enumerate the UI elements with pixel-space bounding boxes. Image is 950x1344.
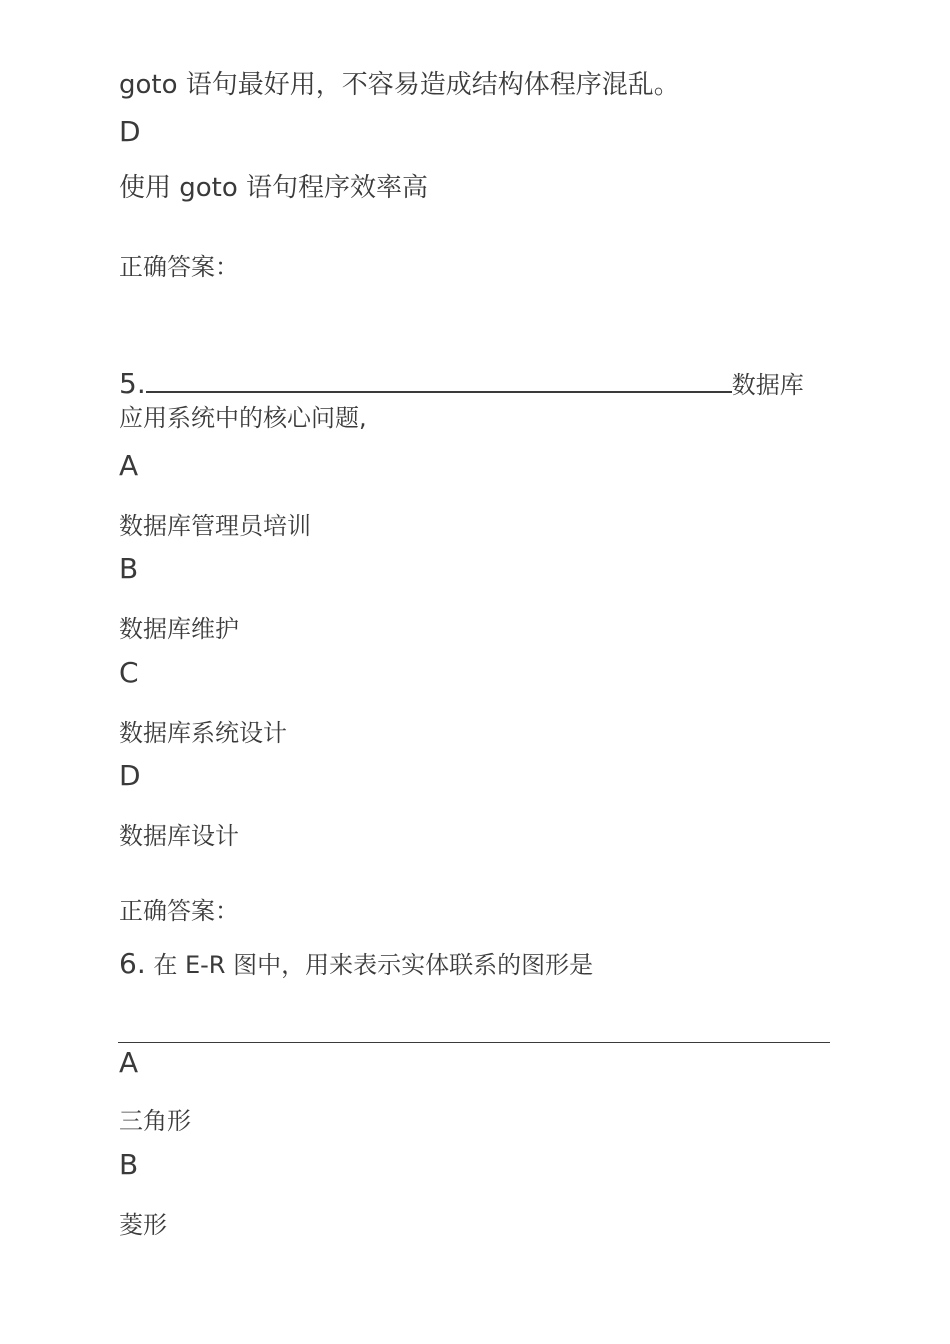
q5-option-d-text: 数据库设计 (119, 822, 239, 850)
q5-stem-line2: 应用系统中的核心问题, (119, 404, 367, 432)
q4-option-d-text: 使用 goto 语句程序效率高 (119, 173, 429, 203)
q4-answer-label: 正确答案： (119, 253, 239, 281)
q5-option-d-letter: D (119, 759, 141, 792)
q6-stem: 在 E-R 图中，用来表示实体联系的图形是 (153, 951, 594, 979)
q5-option-a-text: 数据库管理员培训 (119, 512, 311, 540)
q5-answer-label: 正确答案： (119, 897, 239, 925)
q4-option-c-text: goto 语句最好用，不容易造成结构体程序混乱。 (119, 70, 680, 100)
q5-option-c-letter: C (119, 656, 139, 689)
q6-option-b-letter: B (119, 1148, 139, 1181)
q6-stem-line (119, 947, 594, 980)
q5-option-c-text: 数据库系统设计 (119, 719, 287, 747)
q5-option-b-text: 数据库维护 (119, 615, 239, 643)
q6-option-b-text: 菱形 (119, 1211, 167, 1239)
q5-option-b-letter: B (119, 552, 139, 585)
q6-option-a-letter: A (119, 1046, 139, 1079)
q6-number: 6. (119, 947, 146, 980)
q5-stem-line1 (119, 367, 804, 400)
q5-number: 5. (119, 367, 146, 400)
q6-option-a-text: 三角形 (119, 1107, 191, 1135)
q5-stem-after-blank: 数据库 (731, 371, 804, 399)
q5-blank (146, 371, 732, 393)
q4-option-d-letter: D (119, 115, 141, 148)
q6-answer-blank-line (118, 1042, 830, 1043)
q5-option-a-letter: A (119, 449, 139, 482)
